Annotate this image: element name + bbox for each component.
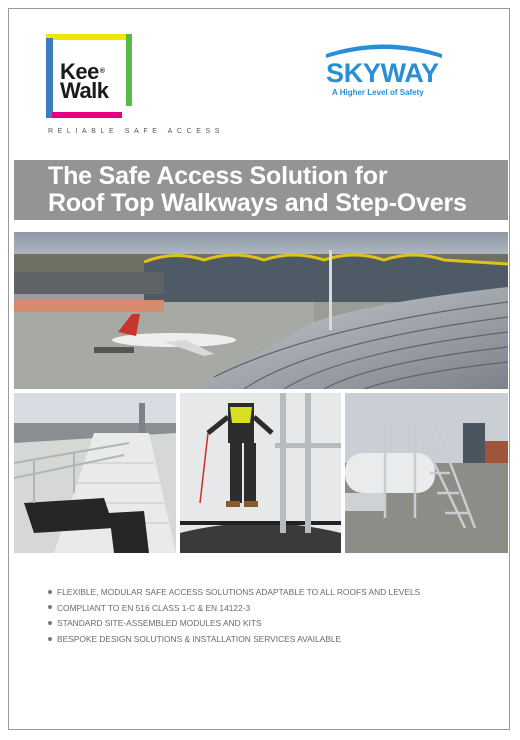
bullet-icon <box>48 605 52 609</box>
rooftop-walkway-photo <box>14 393 176 553</box>
bullet-text: STANDARD SITE-ASSEMBLED MODULES AND KITS <box>57 618 262 629</box>
bullet-icon <box>48 590 52 594</box>
keewalk-logo <box>46 34 136 120</box>
skyway-wordmark: SKYWAY <box>326 58 439 88</box>
keewalk-tagline: RELIABLE SAFE ACCESS <box>48 128 225 135</box>
worker-on-walkway-photo <box>180 393 341 553</box>
list-item <box>48 632 420 648</box>
bullet-text: COMPLIANT TO EN 516 CLASS 1-C & EN 14122-3 <box>57 602 251 613</box>
skyway-tagline: A Higher Level of Safety <box>332 88 424 97</box>
bullet-icon <box>48 637 52 641</box>
registered-mark: ® <box>99 68 105 75</box>
logo-frame-right <box>126 34 132 106</box>
page-title <box>48 163 467 217</box>
feature-list <box>48 585 420 647</box>
skyway-logo <box>322 44 446 104</box>
step-over-photo <box>345 393 508 553</box>
list-item <box>48 585 420 601</box>
list-item <box>48 616 420 632</box>
logo-frame-left <box>46 38 53 118</box>
logo-frame-bottom <box>52 112 122 118</box>
keewalk-word-walk: Walk <box>60 78 109 103</box>
bullet-text: BESPOKE DESIGN SOLUTIONS & INSTALLATION SERVICES AVAILABLE <box>57 633 342 644</box>
keewalk-wordmark <box>60 59 109 103</box>
title-line-2: Roof Top Walkways and Step-Overs <box>48 189 467 217</box>
heading-banner <box>14 160 508 220</box>
keewalk-word-kee: Kee <box>60 59 99 84</box>
bullet-text: FLEXIBLE, MODULAR SAFE ACCESS SOLUTIONS ADAPTABLE TO ALL ROOFS AND LEVELS <box>57 587 421 597</box>
list-item <box>48 601 420 617</box>
airport-roof-photo <box>14 232 508 389</box>
logo-frame-top <box>46 34 130 40</box>
title-line-1: The Safe Access Solution for <box>48 162 388 190</box>
bullet-icon <box>48 621 52 625</box>
